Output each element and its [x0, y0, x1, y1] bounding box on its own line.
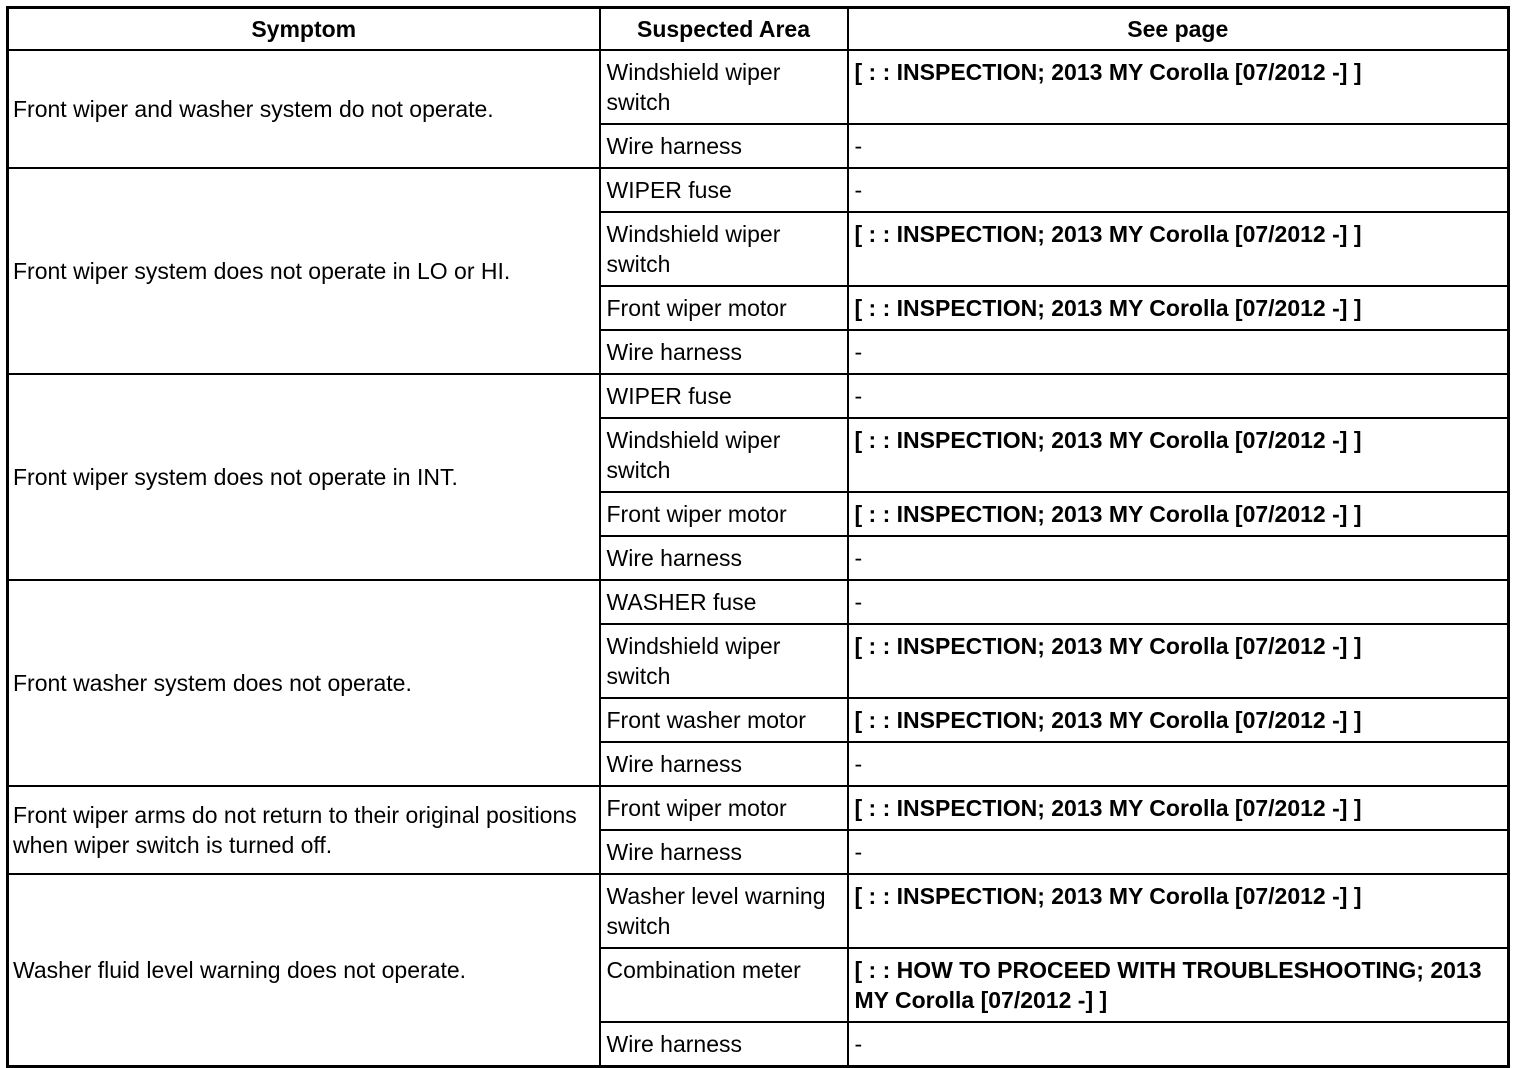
- table-row: [8, 874, 1509, 948]
- see-page-link[interactable]: [ : : INSPECTION; 2013 MY Corolla [07/2012 -] ]: [848, 418, 1509, 492]
- table-row: [8, 168, 1509, 212]
- see-page-cell: -: [848, 830, 1509, 874]
- symptom-cell: Front wiper system does not operate in INT.: [8, 374, 600, 580]
- suspected-area-cell: Front wiper motor: [600, 286, 848, 330]
- header-suspected-area: Suspected Area: [600, 8, 848, 51]
- table-body: [8, 50, 1509, 1067]
- header-row: [8, 8, 1509, 51]
- suspected-area-cell: Wire harness: [600, 742, 848, 786]
- see-page-link[interactable]: [ : : INSPECTION; 2013 MY Corolla [07/2012 -] ]: [848, 492, 1509, 536]
- table-row: [8, 786, 1509, 830]
- see-page-cell: -: [848, 1022, 1509, 1067]
- see-page-link[interactable]: [ : : HOW TO PROCEED WITH TROUBLESHOOTING; 2013 MY Corolla [07/2012 -] ]: [848, 948, 1509, 1022]
- suspected-area-cell: Combination meter: [600, 948, 848, 1022]
- see-page-cell: -: [848, 168, 1509, 212]
- suspected-area-cell: WIPER fuse: [600, 168, 848, 212]
- header-see-page: See page: [848, 8, 1509, 51]
- see-page-link[interactable]: [ : : INSPECTION; 2013 MY Corolla [07/2012 -] ]: [848, 786, 1509, 830]
- suspected-area-cell: WASHER fuse: [600, 580, 848, 624]
- suspected-area-cell: Wire harness: [600, 330, 848, 374]
- see-page-cell: -: [848, 742, 1509, 786]
- suspected-area-cell: Wire harness: [600, 536, 848, 580]
- see-page-cell: -: [848, 580, 1509, 624]
- symptom-cell: Front washer system does not operate.: [8, 580, 600, 786]
- suspected-area-cell: Windshield wiper switch: [600, 624, 848, 698]
- see-page-cell: -: [848, 374, 1509, 418]
- see-page-cell: -: [848, 536, 1509, 580]
- suspected-area-cell: Windshield wiper switch: [600, 50, 848, 124]
- see-page-link[interactable]: [ : : INSPECTION; 2013 MY Corolla [07/2012 -] ]: [848, 50, 1509, 124]
- suspected-area-cell: Wire harness: [600, 124, 848, 168]
- symptom-cell: Front wiper and washer system do not operate.: [8, 50, 600, 168]
- suspected-area-cell: Front washer motor: [600, 698, 848, 742]
- suspected-area-cell: Wire harness: [600, 1022, 848, 1067]
- see-page-cell: -: [848, 330, 1509, 374]
- suspected-area-cell: Front wiper motor: [600, 492, 848, 536]
- see-page-link[interactable]: [ : : INSPECTION; 2013 MY Corolla [07/2012 -] ]: [848, 286, 1509, 330]
- see-page-link[interactable]: [ : : INSPECTION; 2013 MY Corolla [07/2012 -] ]: [848, 874, 1509, 948]
- see-page-link[interactable]: [ : : INSPECTION; 2013 MY Corolla [07/2012 -] ]: [848, 624, 1509, 698]
- header-symptom: Symptom: [8, 8, 600, 51]
- suspected-area-cell: WIPER fuse: [600, 374, 848, 418]
- suspected-area-cell: Washer level warning switch: [600, 874, 848, 948]
- table-row: [8, 50, 1509, 124]
- suspected-area-cell: Wire harness: [600, 830, 848, 874]
- table-row: [8, 374, 1509, 418]
- symptom-cell: Front wiper arms do not return to their original positions when wiper switch is turned off.: [8, 786, 600, 874]
- symptom-cell: Washer fluid level warning does not operate.: [8, 874, 600, 1067]
- suspected-area-cell: Windshield wiper switch: [600, 418, 848, 492]
- see-page-link[interactable]: [ : : INSPECTION; 2013 MY Corolla [07/2012 -] ]: [848, 698, 1509, 742]
- table-row: [8, 580, 1509, 624]
- see-page-link[interactable]: [ : : INSPECTION; 2013 MY Corolla [07/2012 -] ]: [848, 212, 1509, 286]
- symptom-table: [6, 6, 1510, 1068]
- suspected-area-cell: Front wiper motor: [600, 786, 848, 830]
- see-page-cell: -: [848, 124, 1509, 168]
- suspected-area-cell: Windshield wiper switch: [600, 212, 848, 286]
- symptom-cell: Front wiper system does not operate in LO or HI.: [8, 168, 600, 374]
